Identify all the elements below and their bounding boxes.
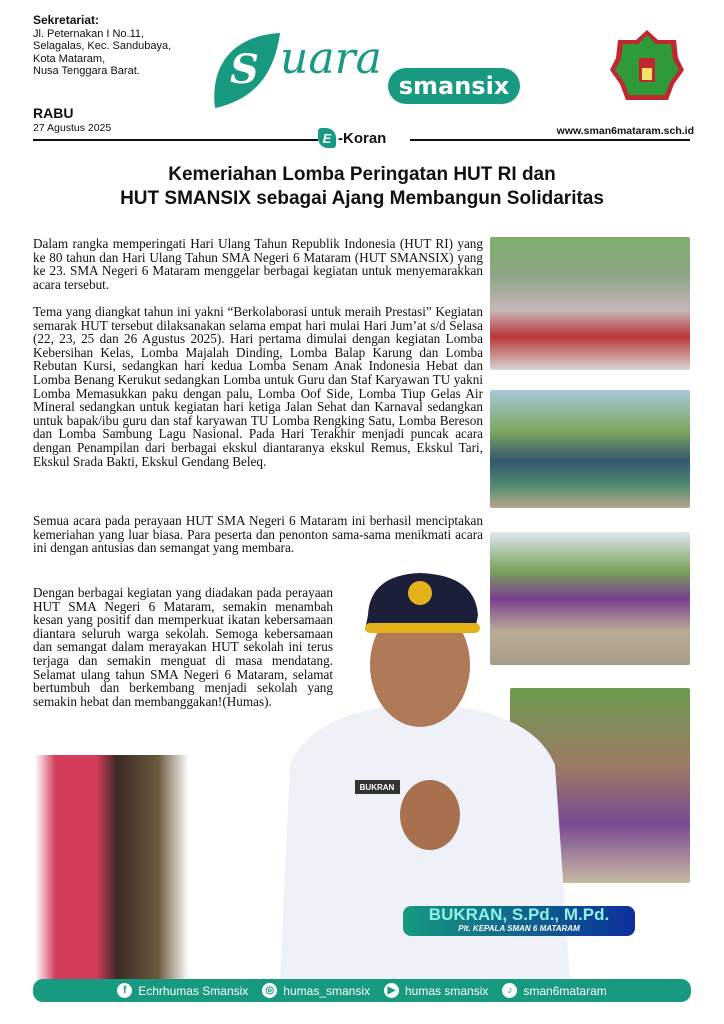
social-instagram[interactable] [262, 983, 370, 998]
photo-performers [35, 755, 240, 980]
paragraph-2: Tema yang diangkat tahun ini yakni “Berkolaborasi untuk meraih Prestasi” Kegiatan semarak HUT tersebut dilaksanakan selama empat hari mulai Hari Jum’at s/d Selasa (22, 23, 25 dan 26 Agustus 2025). Hari pertama dimulai dengan kegiatan Lomba Kebersihan Kelas, Lomba Majalah Dinding, Lomba Balap Karung dan Lomba Rebutan Kursi, sedangkan hari kedua Lomba Senam Anak Indonesia Hebat dan Lomba Benang Kerukut sedangkan Lomba untuk Guru dan Staf Karyawan TU yakni Lomba Memasukkan paku dengan palu, Lomba Oof Side, Lomba Tiup Gelas Air Mineral sedangkan untuk kegiatan hari ketiga Jalan Sehat dan Karnaval sedangkan untuk bapak/ibu guru dan staf karyawan TU Lomba Rengking Satu, Lomba Bereson dan Lomba Sambung Lagu Nasional. Pada Hari Terakhir menjadi puncak acara dengan Penampilan dari berbagai ekskul diantaranya ekskul Remus, Ekskul Tari, Ekskul Srada Bakti, Ekskul Gendang Beleq. [33, 304, 483, 469]
divider [33, 139, 318, 141]
title-line: HUT SMANSIX sebagai Ajang Membangun Solidaritas [120, 188, 604, 209]
photo-competition-crowd [490, 237, 690, 370]
facebook-icon: f [117, 983, 132, 998]
logo-text: uara [280, 33, 382, 84]
social-label: Echrhumas Smansix [138, 983, 249, 998]
article-title [0, 163, 724, 211]
date-label: 27 Agustus 2025 [33, 122, 112, 134]
tiktok-icon: ♪ [502, 983, 517, 998]
social-facebook[interactable] [117, 983, 248, 998]
social-label: humas_smansix [283, 983, 370, 998]
address-line: Selagalas, Kec. Sandubaya, [33, 40, 172, 52]
name-tag: BUKRAN [359, 783, 395, 792]
divider [410, 139, 690, 141]
instagram-icon: ◎ [262, 983, 277, 998]
website-link[interactable]: www.sman6mataram.sch.id [556, 125, 694, 137]
svg-text:S: S [230, 46, 259, 93]
principal-name-badge [403, 906, 635, 936]
address-line: Jl. Peternakan I No.11, [33, 27, 145, 40]
day-label: RABU [33, 105, 74, 121]
address-line: Nusa Tenggara Barat. [33, 65, 140, 77]
suara-smansix-logo [210, 28, 530, 123]
paragraph-3: Semua acara pada perayaan HUT SMA Negeri 6 Mataram ini berhasil menciptakan kemeriahan yang luar biasa. Para peserta dan penonton sama-sama menikmati acara ini dengan antusias dan semangat yang membara. [33, 513, 483, 556]
principal-name: BUKRAN, S.Pd., M.Pd. [428, 905, 610, 924]
paragraph-4: Dengan berbagai kegiatan yang diadakan pada perayaan HUT SMA Negeri 6 Mataram, semakin menambah kesan yang positif dan memperkuat ikatan kebersamaan diantara seluruh warga sekolah. Semoga kebersamaan dan semangat dalam merayakan HUT sekolah ini terus terjaga dan semakin menguat di masa mendatang. Selamat ulang tahun SMA Negeri 6 Mataram, selamat bertumbuh dan berkembang menjadi sekolah yang semakin hebat dan membanggakan!(Humas). [33, 585, 333, 709]
social-label: humas smansix [405, 983, 489, 998]
logo-sub: smansix [398, 72, 510, 100]
e-koran-label [318, 128, 386, 148]
principal-role: Plt. KEPALA SMAN 6 MATARAM [458, 924, 580, 933]
e-koran-text: -Koran [338, 129, 387, 147]
secretariat-label: Sekretariat: [33, 13, 100, 27]
paragraph-1: Dalam rangka memperingati Hari Ulang Tahun Republik Indonesia (HUT RI) yang ke 80 tahun dan Hari Ulang Tahun SMA Negeri 6 Mataram (HUT SMANSIX) yang ke 23. SMA Negeri 6 Mataram menggelar berbagai kegiatan untuk menyemarakkan acara tersebut. [33, 236, 483, 292]
social-youtube[interactable] [384, 983, 488, 998]
social-footer [33, 979, 691, 1002]
photo-senam [490, 390, 690, 508]
title-line: Kemeriahan Lomba Peringatan HUT RI dan [168, 164, 556, 185]
school-seal [608, 28, 686, 106]
address-line: Kota Mataram, [33, 52, 106, 65]
youtube-icon: ▶ [384, 983, 399, 998]
social-tiktok[interactable] [502, 983, 606, 998]
social-label: sman6mataram [523, 983, 607, 998]
secretariat-address [33, 14, 171, 78]
e-koran-badge: E [318, 128, 336, 148]
